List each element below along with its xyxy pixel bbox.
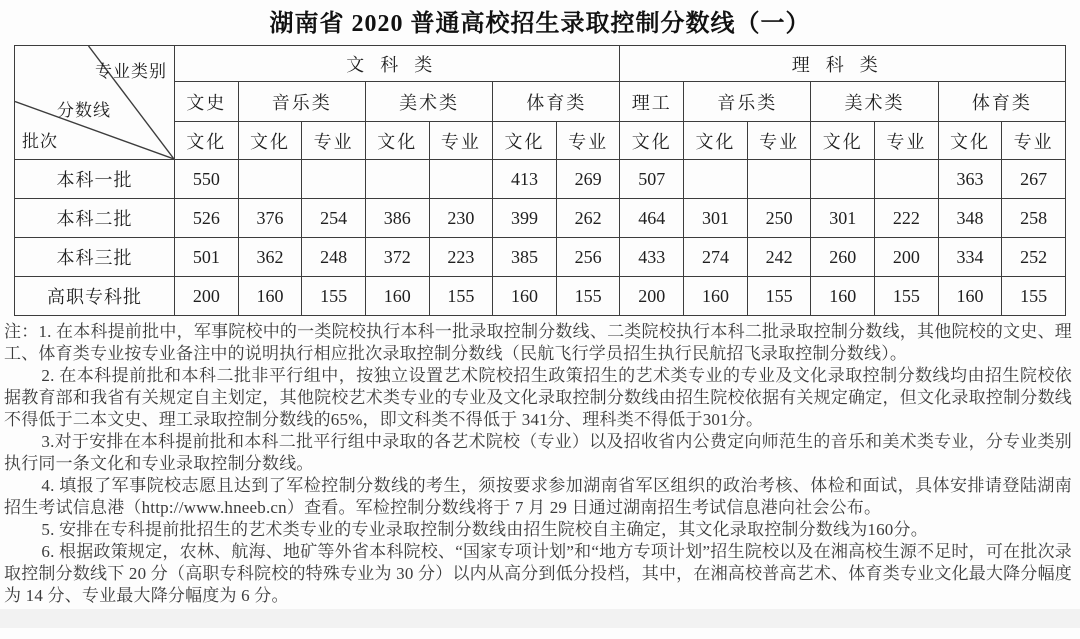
table-row [15, 238, 1066, 277]
score-cell [747, 160, 811, 199]
corner-label-scoreline: 分数线 [57, 101, 111, 120]
score-cell [429, 160, 493, 199]
score-cell [365, 160, 429, 199]
score-cell: 250 [747, 199, 811, 238]
subgroup-wenshi: 文史 [175, 82, 239, 122]
score-cell: 258 [1002, 199, 1066, 238]
leaf-header: 专业 [302, 122, 366, 160]
leaf-header: 文化 [684, 122, 748, 160]
group-header-science: 理科类 [620, 46, 1066, 82]
subgroup-pe-arts: 体育类 [493, 82, 620, 122]
leaf-header: 专业 [747, 122, 811, 160]
score-cell: 242 [747, 238, 811, 277]
leaf-header: 文化 [365, 122, 429, 160]
leaf-header: 文化 [938, 122, 1002, 160]
score-cell: 200 [620, 277, 684, 316]
batch-label: 本科二批 [15, 199, 175, 238]
scan-artifact-band [0, 609, 1080, 628]
score-cell: 155 [556, 277, 620, 316]
score-cell: 372 [365, 238, 429, 277]
score-cell: 223 [429, 238, 493, 277]
score-cell: 160 [365, 277, 429, 316]
leaf-header: 文化 [493, 122, 557, 160]
score-cell: 385 [493, 238, 557, 277]
score-cell: 526 [175, 199, 239, 238]
table-row [15, 160, 1066, 199]
subgroup-music-arts: 音乐类 [238, 82, 365, 122]
score-cell: 507 [620, 160, 684, 199]
subgroup-pe-sci: 体育类 [938, 82, 1065, 122]
leaf-header: 专业 [875, 122, 939, 160]
score-cell: 464 [620, 199, 684, 238]
leaf-header: 文化 [811, 122, 875, 160]
subgroup-music-sci: 音乐类 [684, 82, 811, 122]
score-cell: 222 [875, 199, 939, 238]
leaf-header: 文化 [238, 122, 302, 160]
score-cell: 399 [493, 199, 557, 238]
score-cell: 260 [811, 238, 875, 277]
score-cell: 363 [938, 160, 1002, 199]
score-cell: 230 [429, 199, 493, 238]
score-cell: 160 [493, 277, 557, 316]
subgroup-fine-arts: 美术类 [365, 82, 492, 122]
note-5: 5. 安排在专科提前批招生的艺术类专业的专业录取控制分数线由招生院校自主确定，其文化录取控制分数线为160分。 [41, 520, 928, 539]
score-cell: 160 [938, 277, 1002, 316]
score-cell [875, 160, 939, 199]
score-cell: 155 [1002, 277, 1066, 316]
note-4: 4. 填报了军事院校志愿且达到了军检控制分数线的考生，须按要求参加湖南省军区组织的政治考核、体检和面试，具体安排请登陆湖南招生考试信息港（http://www.hneeb.cn）查看。军检控制分数线将于 7 月 29 日通过湖南招生考试信息港向社会公布。 [4, 476, 1072, 517]
leaf-header: 文化 [175, 122, 239, 160]
score-cell: 501 [175, 238, 239, 277]
note-6: 6. 根据政策规定，农林、航海、地矿等外省本科院校、“国家专项计划”和“地方专项计划”招生院校以及在湘高校生源不足时，可在批次录取控制分数线下 20 分（高职专科院校的特殊专业为 30 分）以内从高分到低分投档，其中，在湘高校普高艺术、体育类专业文化最大降分幅度为 14 分、专业最大降分幅度为 6 分。 [4, 542, 1072, 605]
batch-label: 本科一批 [15, 160, 175, 199]
table-row [15, 199, 1066, 238]
score-cell: 200 [175, 277, 239, 316]
score-cell: 269 [556, 160, 620, 199]
score-cell: 155 [302, 277, 366, 316]
corner-label-batch: 批次 [22, 132, 58, 151]
header-row-group [15, 46, 1066, 82]
score-cell: 252 [1002, 238, 1066, 277]
score-cell: 267 [1002, 160, 1066, 199]
score-cell: 254 [302, 199, 366, 238]
score-cell: 160 [238, 277, 302, 316]
group-header-liberal-arts: 文科类 [175, 46, 620, 82]
subgroup-ligong: 理工 [620, 82, 684, 122]
page-title: 湖南省 2020 普通高校招生录取控制分数线（一） [269, 11, 811, 37]
note-2: 2. 在本科提前批和本科二批非平行组中，按独立设置艺术院校招生政策招生的艺术类专业的专业及文化录取控制分数线均由招生院校依据教育部和我省有关规定自主划定，其他院校艺术类专业的专业及文化录取控制分数线由招生院校依据有关规定确定，但文化录取控制分数线不得低于二本文史、理工录取控制分数线的65%，即文科类不得低于 341分、理科类不得低于301分。 [4, 366, 1072, 429]
score-cell: 248 [302, 238, 366, 277]
leaf-header: 专业 [556, 122, 620, 160]
score-cell: 413 [493, 160, 557, 199]
score-cell: 433 [620, 238, 684, 277]
score-cell: 160 [811, 277, 875, 316]
notes-section [4, 321, 1072, 607]
score-cell: 256 [556, 238, 620, 277]
score-cell [302, 160, 366, 199]
score-cell: 348 [938, 199, 1002, 238]
batch-label: 本科三批 [15, 238, 175, 277]
score-cell [238, 160, 302, 199]
score-cell: 160 [684, 277, 748, 316]
corner-label-category: 专业类别 [95, 62, 167, 81]
score-cell [684, 160, 748, 199]
leaf-header: 文化 [620, 122, 684, 160]
score-cell: 386 [365, 199, 429, 238]
score-cell: 274 [684, 238, 748, 277]
score-cell: 200 [875, 238, 939, 277]
score-cell: 376 [238, 199, 302, 238]
score-table [14, 45, 1066, 316]
note-3: 3.对于安排在本科提前批和本科二批平行组中录取的各艺术院校（专业）以及招收省内公费定向师范生的音乐和美术类专业，分专业类别执行同一条文化和专业录取控制分数线。 [4, 432, 1072, 473]
score-cell [811, 160, 875, 199]
score-cell: 155 [429, 277, 493, 316]
score-cell: 155 [747, 277, 811, 316]
score-cell: 362 [238, 238, 302, 277]
score-cell: 334 [938, 238, 1002, 277]
score-cell: 262 [556, 199, 620, 238]
leaf-header: 专业 [429, 122, 493, 160]
batch-label: 高职专科批 [15, 277, 175, 316]
score-cell: 550 [175, 160, 239, 199]
score-cell: 155 [875, 277, 939, 316]
corner-cell [15, 46, 175, 160]
leaf-header: 专业 [1002, 122, 1066, 160]
subgroup-fine-sci: 美术类 [811, 82, 938, 122]
table-row [15, 277, 1066, 316]
score-cell: 301 [684, 199, 748, 238]
score-cell: 301 [811, 199, 875, 238]
note-1: 注：1. 在本科提前批中，军事院校中的一类院校执行本科一批录取控制分数线、二类院校执行本科二批录取控制分数线，其他院校的文史、理工、体育类专业按专业备注中的说明执行相应批次录取控制分数线（民航飞行学员招生执行民航招飞录取控制分数线）。 [4, 322, 1072, 363]
